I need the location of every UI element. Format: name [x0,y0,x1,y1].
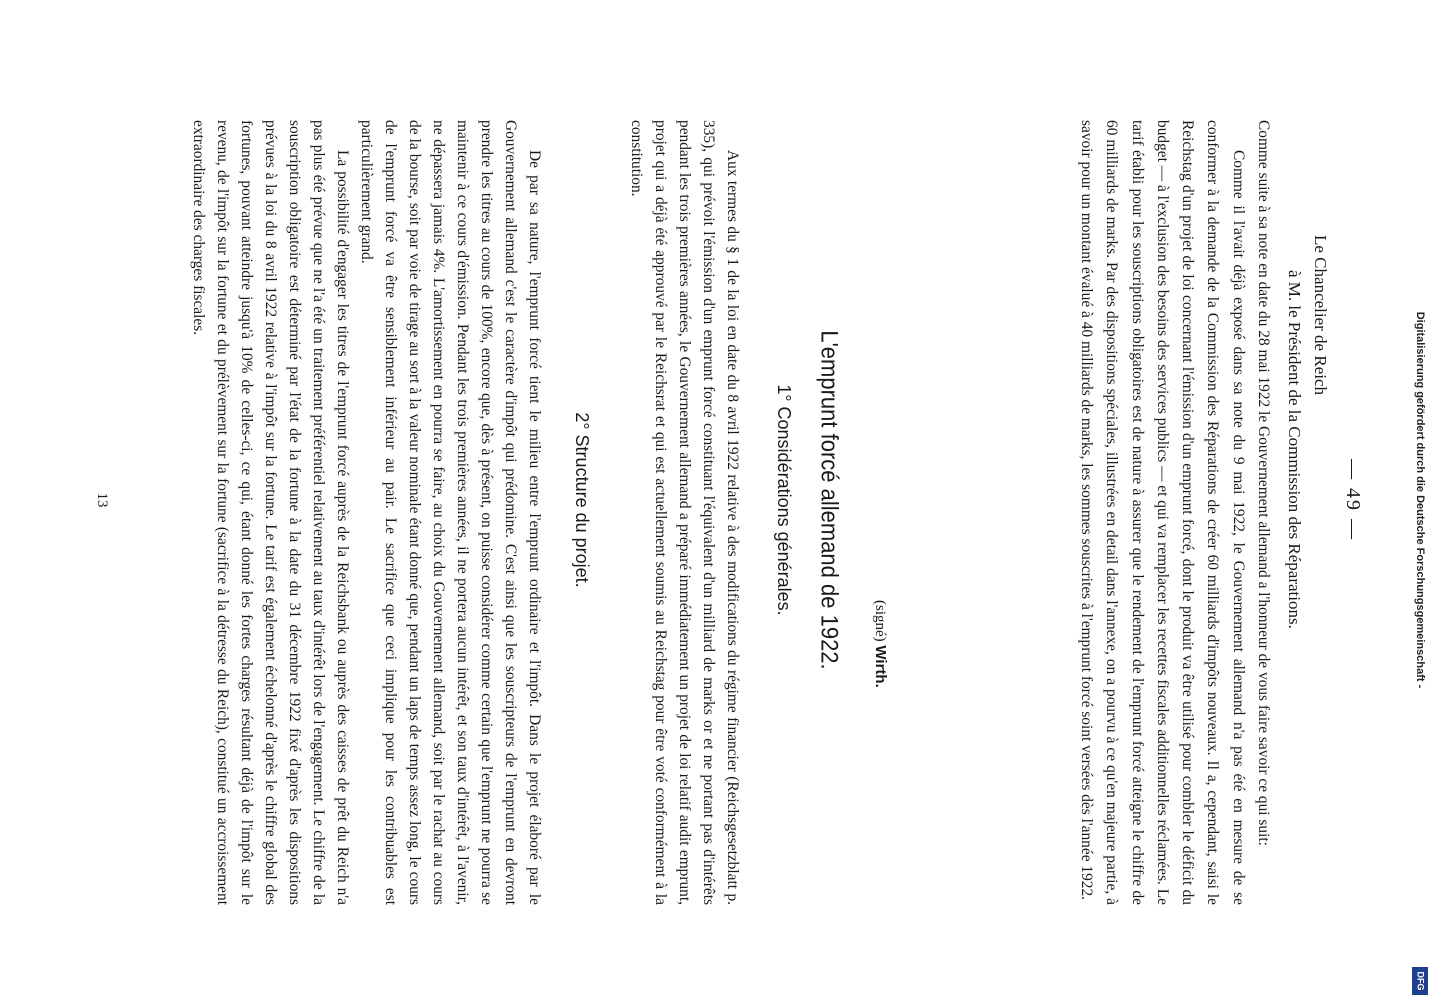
section-structure-paragraph-2: La possibilité d'engager les titres de l'emprunt forcé auprès de la Reichsbank ou auprès des caisses de prêt du Reich n'a pas plus été prévue que ne l'a été un traitement préférentiel relativement au taux d'intérêt lors de l'engagement. Le chiffre de la souscription obligatoire est déterminé par l'état de la fortune à la date du 31 décembre 1922 fixé d'après les dispositions prévues à la loi du 8 avril 1922 relative à l'impôt sur la fortune. Le tarif est également échelonné d'après le chiffre global des fortunes, pouvant atteindre jusqu'à 10% de celles-ci, ce qui, étant donné les fortes charges résultant déjà de l'impôt sur le revenu, de l'impôt sur la fortune et du prélèvement sur la fortune (sacrifice à la détresse du Reich), constitué un accroissement extraordinaire des charges fiscales. [190,120,351,905]
section-heading-considerations: 1° Considérations générales. [774,384,794,616]
page-number: — 49 — [1342,459,1364,541]
digitization-credit [1406,0,1434,1000]
letter-sender: Le Chancelier de Reich [1311,235,1330,396]
dfg-logo [1412,967,1428,995]
main-title: L'emprunt forcé allemand de 1922. [816,330,844,670]
section-considerations [624,120,744,905]
signature-name: Wirth. [872,645,889,688]
letter-recipient: à M. le Président de la Commission des Réparations. [1285,270,1304,629]
signature [871,600,889,688]
section-considerations-paragraph: Aux termes du § 1 de la loi en date du 8 avril 1922 relative à des modifications du régime financier (Reichsgesetzblatt p. 335), qui prévoit l'émission d'un emprunt forcé constituant l'équivalent d'un milliard de marks or et ne portant pas d'intérêts pendant les trois premières années, le Gouvernement allemand a préparé immédiatement un projet de loi relatif audit emprunt, projet qui a déjà été approuvé par le Reichsrat et qui est actuellement soumis au Reichstag pour être voté conformément à la constitution. [628,120,741,905]
section-structure [186,120,546,905]
dfg-logo-text: DFG [1415,971,1425,991]
letter-intro: Comme suite à sa note en date du 28 mai 1922 le Gouvernement allemand a l'honneur de vous faire savoir ce qui suit: [1255,120,1272,846]
footer-page-number: 13 [94,492,110,508]
letter-text [1074,120,1276,905]
credit-text: Digitalisierung gefördert durch die Deutsche Forschungsgemeinschaft - [1414,311,1426,689]
letter-body: Comme il l'avait déjà exposé dans sa note du 9 mai 1922, le Gouvernement allemand n'a pas été en mesure de se conformer à la demande de la Commission des Réparations de créer 60 milliards d'impôts nouveaux. Il a, cependant, saisi le Reichstag d'un projet de loi concernant l'émission d'un emprunt forcé, dont le produit va être utilisé pour combler le déficit du budget — à l'exclusion des besoins des services publics — et qui va remplacer les recettes fiscales additionnelles réclamées. Le tarif établi pour les souscriptions obligatoires est de nature à assurer que le rendement de l'emprunt forcé atteigne le chiffre de 60 milliards de marks. Par des dispositions spéciales, illustrées en detail dans l'annexe, on a pourvu à ce qu'en majeure partie, à savoir pour un montant évalué à 40 milliards de marks, les sommes souscrites à l'emprunt forcé soint versées dès l'année 1922. [1077,120,1247,905]
signature-prefix: (signé) [872,600,888,642]
section-heading-structure: 2° Structure du projet. [572,412,592,588]
section-structure-paragraph-1: De par sa nature, l'emprunt forcé tient le milieu entre l'emprunt ordinaire et l'impôt. Dans le projet élaboré par le Gouvernement allemand c'est le caractère d'impôt qui prédomine. C'est ainsi que les souscripteurs de l'emprunt en devront prendre les titres au cours de 100%, encore que, dès à présent, on puisse considérer comme certain que l'emprunt ne pourra se maintenir à ce cours d'émission. Pendant les trois premières années, il ne portera aucun intérêt, et son taux d'intérêt, à l'avenir, ne dépassera jamais 4%. L'amortissement en pourra se faire, au choix du Gouvernement allemand, soit par le rachat au cours de la bourse, soit par voie de tirage au sort à la valeur nominale étant donné que, pendant un laps de temps assez long, le cours de l'emprunt forcé va être sensiblement inférieur au pair. Le sacrifice que ceci implique pour les contribuables est particulièrement grand. [358,120,543,905]
